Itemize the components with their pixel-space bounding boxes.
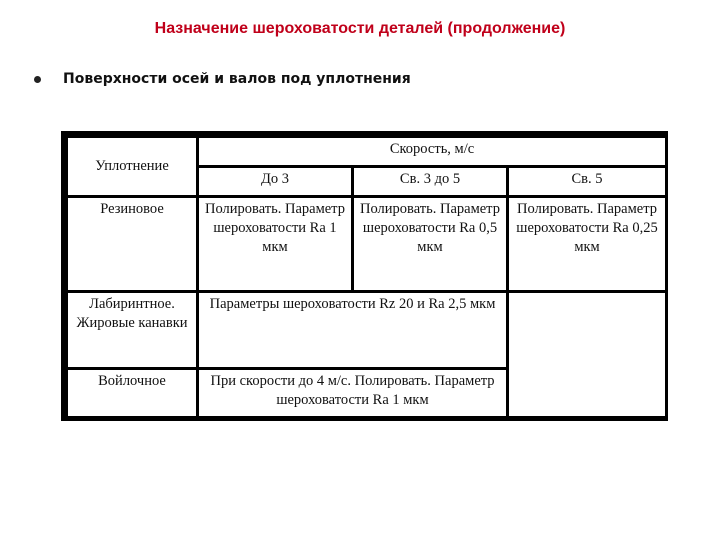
cell-rubber-2: Полировать. Параметр шероховатости Ra 0,5 мкм xyxy=(354,198,506,290)
header-range-3: Св. 5 xyxy=(509,168,665,195)
cell-rubber-1: Полировать. Параметр шероховатости Ra 1 мкм xyxy=(199,198,351,290)
bullet-item xyxy=(34,71,411,87)
roughness-table xyxy=(65,135,668,419)
row-name-labyrinth: Лабиринтное. Жировые канавки xyxy=(68,293,196,367)
cell-empty xyxy=(509,293,665,416)
header-speed: Скорость, м/с xyxy=(199,138,665,165)
roughness-table-frame xyxy=(61,131,668,421)
slide-title: Назначение шероховатости деталей (продолжение) xyxy=(154,20,566,37)
cell-labyrinth-merged: Параметры шероховатости Rz 20 и Ra 2,5 мкм xyxy=(199,293,506,367)
bullet-text: Поверхности осей и валов под уплотнения xyxy=(63,71,411,87)
cell-felt-merged: При скорости до 4 м/с. Полировать. Параметр шероховатости Ra 1 мкм xyxy=(199,370,506,416)
table-header-row xyxy=(68,138,665,165)
header-range-1: До 3 xyxy=(199,168,351,195)
row-name-rubber: Резиновое xyxy=(68,198,196,290)
row-name-felt: Войлочное xyxy=(68,370,196,416)
header-seal: Уплотнение xyxy=(68,138,196,195)
header-range-2: Св. 3 до 5 xyxy=(354,168,506,195)
table-row xyxy=(68,293,665,367)
table-row xyxy=(68,198,665,290)
cell-rubber-3: Полировать. Параметр шероховатости Ra 0,25 мкм xyxy=(509,198,665,290)
bullet-dot-icon xyxy=(34,76,41,83)
